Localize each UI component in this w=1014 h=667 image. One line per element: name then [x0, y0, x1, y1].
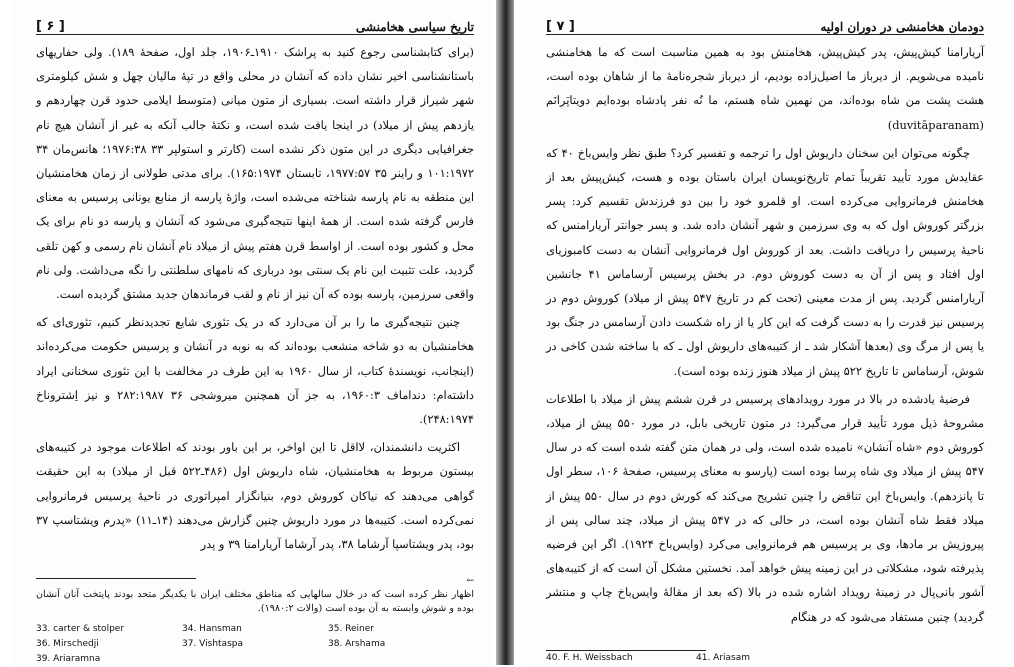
- right-paragraph-1: آریارامنا کیش‌پیش، پدر کیش‌پیش، هخامنش بود به همین مناسبت است که ما هخامنشی نامیده می‌شویم. از دیرباز ما اصیل‌زاده بودیم، از دیرباز شجره‌نامهٔ ما از شاهان بوده است، هشت پشت من شاه بوده‌اند، من نهمین شاه هستم، ما نُه نفر پادشاه بوده‌ایم دویتاپَرانَم (duvitāparanam): [546, 45, 984, 132]
- footnote-36: 36. Mirschedji: [36, 639, 99, 649]
- left-page-header: [36, 8, 474, 35]
- left-paragraph-1: (برای کتابشناسی رجوع کنید به پراشک ۱۹۱۰ـ۱۹۰۶، جلد اول، صفحهٔ ۱۸۹). ولی حفاریهای باستانشناسی اخیر نشان داده که آنشان در محلی واقع در تپهٔ مالیان چهل و شش کیلومتری شهر شیراز قرار داشته است. بسیاری از متون میانی (متوسط ایلامی حدود قرن چهاردهم و یازدهم پیش از میلاد) در اینجا یافت شده است، و نکتهٔ جالب آنکه به غیر از آنشان هیچ نام جغرافیایی دیگری در این متون ذکر نشده است (کارتر و استولپر ۳۳ ۱۹۷۶:۳۸؛ هانس‌مان ۳۴ ۱۰۱:۱۹۷۲ و راینر ۳۵ ۱۹۷۷:۵۷، تابستان ۱۶۵:۱۹۷۴). برای مدتی طولانی از زمان هخامنشیان این منطقه به نام پارسه شناخته می‌شده است، واژهٔ پارسه از منابع یونانی پرسیس به معنای فارس گرفته شده است. از همهٔ اینها نتیجه‌گیری می‌شود که آنشان و پارسه دو نام برای یک محل و کشور بوده است. از اواسط قرن هفتم پیش از میلاد نام آنشان نام رسمی و کهن تلقی گردید، علت تثبیت این نام یک سنتی بود درباری که نامهای سلطنتی را نگه می‌داشت. ولی نام واقعی سرزمین، پارسه بوده که آن نیز از نام و لقب فرماندهان جدید مشتق گردیده است.: [36, 45, 474, 302]
- left-footnote-continued: اظهار نظر کرده است که در خلال سالهایی که مناطق مختلف ایران با یکدیگر متحد بودند پایتخت آنان آنشان بوده و شوش وابسته به آن بوده است (والات ۱۹۸۰:۲).: [36, 589, 474, 614]
- footnote-40: 40. F. H. Weissbach: [546, 653, 633, 663]
- left-header-title: تاریخ سیاسی هخامنشی: [355, 20, 474, 34]
- left-page: [12, 0, 492, 665]
- footnote-34: 34. Hansman: [182, 624, 242, 634]
- footnote-37: 37. Vishtaspa: [182, 639, 243, 649]
- footnote-33: 33. carter & stolper: [36, 624, 125, 634]
- right-page-number: [ ۷ ]: [546, 19, 575, 34]
- left-footnote-list: [36, 622, 474, 667]
- right-body: [546, 40, 984, 640]
- right-header-title: دودمان هخامنشی در دوران اولیه: [820, 20, 984, 34]
- right-paragraph-3: فرضیهٔ یادشده در بالا در مورد رویدادهای پرسیس در قرن ششم پیش از میلاد با اطلاعات مشروحهٔ ذیل مورد تأیید قرار می‌گیرد: در متون تاریخی بابل، در مورد ۵۵۰ پیش از میلاد، کوروش دوم «شاه آنشان» نامیده شده است، ولی در همان متن گفته شده است که در سال ۵۴۷ پیش از میلاد وی شاه پرسا بوده است (پارسو به معنای پرسیس، صفحهٔ ۱۰۶، سطر اول تا پانزدهم). وایس‌باخ این تناقض را چنین تشریح می‌کند که کورش دوم در سال ۵۵۰ پیش از میلاد فقط شاه آنشان بوده است، در حالی که در ۵۴۷ پیش از میلاد، چند سالی پس از پیروزیش بر مادها، وی بر پرسیس هم فرمانروایی می‌کرد (وایس‌باخ ۱۹۲۴). اگر این فرضیه پذیرفته شود، مشکلاتی در این زمینه پیش خواهد آمد. نخستین مشکل آن است که از کتیبه‌های آشور بانی‌پال در زمینهٔ رویداد اشاره شده در بالا (که بعد از مقالهٔ وایس‌باخ چاپ و منتشر گردید) چنین مستفاد می‌شود که در هنگام: [546, 391, 984, 624]
- left-paragraph-2: چنین نتیجه‌گیری ما را بر آن می‌دارد که در یک تئوری شایع تجدیدنظر کنیم، تئوری‌ای که هخامنشیان به دو شاخه منشعب بوده‌اند که به نوبه در آنشان و پرسیس حکومت می‌کرده‌اند (اینجانب، نویسندهٔ کتاب، از سال ۱۹۶۰ به این طرف در مخالفت با این تئوری سخنانی ایراد داشته‌ام: دنداماف ۱۹۶۰:۳، به جز آن همچنین میروشجی ۳۶ ۲۸۲:۱۹۸۷ و نیز اِشتروناخ ۲۴۸:۱۹۷۴).: [36, 315, 475, 427]
- book-spine: [496, 0, 514, 665]
- right-footnotes: [546, 651, 984, 666]
- footnote-38: 38. Arshama: [328, 639, 386, 649]
- right-footnote-list: [546, 651, 984, 666]
- left-footnotes: [36, 574, 474, 667]
- right-paragraph-2: چگونه می‌توان این سخنان داریوش اول را ترجمه و تفسیر کرد؟ طبق نظر وایس‌باخ ۴۰ که عقایدش مورد تأیید تقریباً تمام تاریخ‌نویسان ایران باستان بوده و هست، کیش‌پیش بعد از هخامنش فرمانروایی می‌کرده است. او قلمرو خود را بین دو فرزندش تقسیم کرد: پسر بزرگتر کوروش اول که به وی سرزمین و شهر آنشان داده شد. و پسر جوانتر آریارامنس که ناحیهٔ پرسیس را دریافت داشت. بعد از کوروش اول فرمانروایی آنشان به دست کامبوزیای اول افتاد و پس از آن به دست کوروش دوم. در بخش پرسیس آرساماس ۴۱ جانشین آریارامنس گردید. پس از مدت معینی (تحت کم در تاریخ ۵۴۷ پیش از میلاد) کوروش دوم در پرسیس نیز قدرت را به دست گرفت که این کار یا از راه شکست دادن آرسامس در جنگ بود یا پس از مرگ وی (بعدها آشکار شد ـ از کتیبه‌های داریوش اول ـ که با ساخته شدن کاخی در شوش، آرساماس تا تاریخ ۵۲۲ پیش از میلاد هنوز زنده بوده است).: [546, 145, 984, 378]
- footnote-41: 41. Ariasam: [696, 653, 751, 663]
- left-page-number: [ ۶ ]: [36, 19, 65, 34]
- footnote-39: 39. Ariaramna: [36, 654, 101, 664]
- right-page-header: [546, 8, 984, 35]
- footnote-35: 35. Reiner: [328, 624, 375, 634]
- left-paragraph-3: اکثریت دانشمندان، لااقل تا این اواخر، بر این باور بودند که اطلاعات موجود در کتیبه‌های بیستون مربوط به هخامنشیان، شاه داریوش اول (۴۸۶ـ۵۲۲ قبل از میلاد) به این حقیقت گواهی می‌دهند که نیاکان کوروش دوم، بنیانگزار امپراتوری در ناحیهٔ پرسیس فرمانروایی نمی‌کرده است. کتیبه‌ها در مورد داریوش چنین گزارش می‌دهند (۱۴ـ۱۱) «پدرم ویشتاسپ ۳۷ بود، پدر ویشتاسپا آرشاما ۳۸، پدر آرشاما آریارامنا ۳۹ و پدر: [36, 440, 474, 552]
- right-page: [522, 0, 1002, 665]
- left-body: [36, 40, 474, 550]
- footnote-arrow-icon: ←: [466, 576, 474, 586]
